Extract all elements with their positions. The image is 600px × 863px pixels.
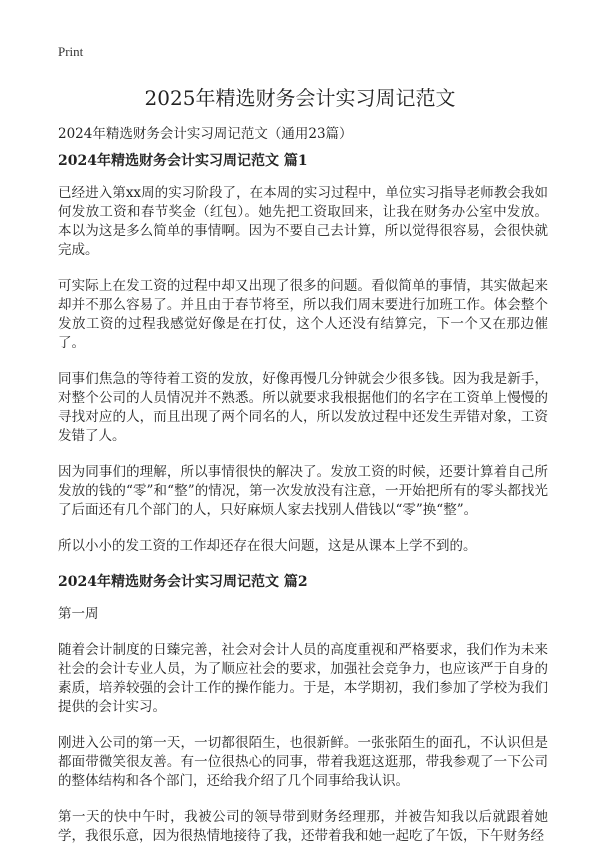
section-2 xyxy=(58,573,548,846)
section-1 xyxy=(58,152,548,556)
paragraph: 所以小小的发工资的工作却还存在很大问题，这是从课本上学不到的。 xyxy=(58,538,477,554)
paragraph: 同事们焦急的等待着工资的发放，好像再慢几分钟就会少很多钱。因为我是新手，对整个公司的人员情况并不熟悉。所以就要求我根据他们的名字在工资单上慢慢的寻找对应的人，而且出现了两个同名的人，所以发放过程中还发生弄错对象，工资发错了人。 xyxy=(58,371,548,444)
document-subtitle: 2024年精选财务会计实习周记范文（通用23篇） xyxy=(58,126,353,142)
paragraph: 第一周 xyxy=(58,606,99,622)
article-body xyxy=(58,152,548,863)
print-link[interactable]: Print xyxy=(58,44,84,59)
document-title: 2025年精选财务会计实习周记范文 xyxy=(144,86,456,110)
paragraph: 因为同事们的理解，所以事情很快的解决了。发放工资的时候，还要计算着自己所发放的钱的“零”和“整”的情况，第一次发放没有注意，一开始把所有的零头都找光了后面还有几个部门的人，只好麻烦人家去找别人借钱以“零”换“整”。 xyxy=(58,464,548,518)
paragraph: 刚进入公司的第一天，一切都很陌生，也很新鲜。一张张陌生的面孔，不认识但是都面带微笑很友善。有一位很热心的同事，带着我逛这逛那，带我参观了一下公司的整体结构和各个部门，还给我介绍了几个同事给我认识。 xyxy=(58,735,548,789)
paragraph: 已经进入第xx周的实习阶段了，在本周的实习过程中，单位实习指导老师教会我如何发放工资和春节奖金（红包）。她先把工资取回来，让我在财务办公室中发放。本以为这是多么简单的事情啊。因为不要自己去计算，所以觉得很容易，会很快就完成。 xyxy=(58,185,548,258)
paragraph: 第一天的快中午时，我被公司的领导带到财务经理那，并被告知我以后就跟着她学，我很乐意，因为很热情地接待了我，还带着我和她一起吃了午饭，下午财务经 xyxy=(58,809,548,844)
section-1-heading: 2024年精选财务会计实习周记范文 篇1 xyxy=(58,153,308,169)
section-2-heading: 2024年精选财务会计实习周记范文 篇2 xyxy=(58,574,308,590)
paragraph: 可实际上在发工资的过程中却又出现了很多的问题。看似简单的事情，其实做起来却并不那么容易了。并且由于春节将至，所以我们周末要进行加班工作。体会整个发放工资的过程我感觉好像是在打仗，这个人还没有结算完，下一个又在那边催了。 xyxy=(58,278,548,351)
paragraph: 随着会计制度的日臻完善，社会对会计人员的高度重视和严格要求，我们作为未来社会的会计专业人员，为了顺应社会的要求，加强社会竞争力，也应该严于自身的素质，培养较强的会计工作的操作能力。于是，本学期初，我们参加了学校为我们提供的会计实习。 xyxy=(58,642,548,715)
